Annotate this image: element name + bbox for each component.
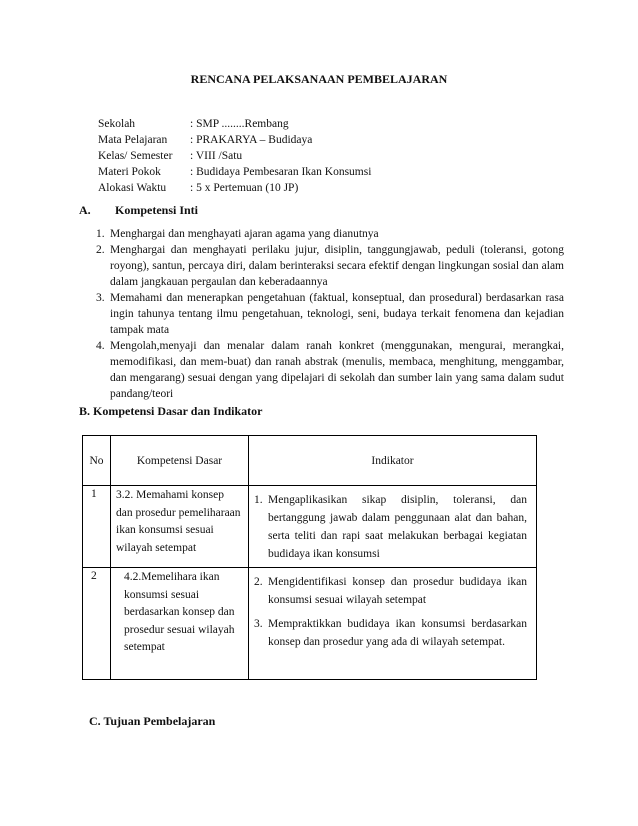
kd-text: 4.2.Memelihara ikan konsumsi sesuai berdasarkan konsep dan prosedur sesuai wilayah setempat [124, 571, 235, 653]
cell-kd [111, 486, 249, 568]
list-item [96, 242, 564, 290]
header-kompetensi-dasar: Kompetensi Dasar [111, 436, 249, 486]
indikator-item [250, 609, 535, 651]
identity-label: Alokasi Waktu [98, 182, 167, 194]
cell-no: 1 [83, 486, 111, 568]
identity-row-school [98, 116, 371, 132]
identity-label: Mata Pelajaran [98, 134, 168, 146]
indikator-text: Mempraktikkan budidaya ikan konsumsi berdasarkan konsep dan prosedur yang ada di wilayah setempat. [268, 618, 527, 648]
identity-label: Materi Pokok [98, 166, 161, 178]
table-row [83, 568, 537, 680]
identity-row-class [98, 148, 371, 164]
section-b-heading: B. Kompetensi Dasar dan Indikator [79, 404, 263, 418]
list-number: 2. [96, 244, 105, 256]
identity-value: : 5 x Pertemuan (10 JP) [190, 182, 299, 194]
identity-value: : Budidaya Pembesaran Ikan Konsumsi [190, 166, 372, 178]
section-c-heading: C. Tujuan Pembelajaran [89, 714, 216, 728]
list-number: 3. [96, 292, 105, 304]
list-number: 1. [96, 228, 105, 240]
indikator-text: Mengaplikasikan sikap disiplin, toleransi, dan bertanggung jawab dalam penggunaan alat dan bahan, serta teliti dan rapi saat melakukan berbagai kegiatan budidaya ikan konsumsi [268, 494, 527, 560]
cell-indikator [249, 486, 537, 568]
kompetensi-inti-list [96, 226, 564, 402]
identity-block [98, 116, 371, 196]
identity-value: : VIII /Satu [190, 150, 243, 162]
list-text: Mengolah,menyaji dan menalar dalam ranah konkret (menggunakan, mengurai, merangkai, memodifikasi, dan mem-buat) dan ranah abstrak (menulis, membaca, menghitung, menggambar, dan mengarang) sesuai dengan yang dipelajari di sekolah dan sumber lain yang sama dalam sudut pandang/teori [110, 340, 564, 400]
table-row [83, 486, 537, 568]
list-text: Menghargai dan menghayati ajaran agama yang dianutnya [110, 228, 379, 240]
identity-row-subject [98, 132, 371, 148]
list-text: Menghargai dan menghayati perilaku jujur, disiplin, tanggungjawab, peduli (toleransi, gotong royong), santun, percaya diri, dalam berinteraksi secara efektif dengan lingkungan sosial dan alam dalam jangkauan pergaulan dan keberadaannya [110, 244, 564, 288]
indikator-item [250, 487, 535, 563]
identity-value: : PRAKARYA – Budidaya [190, 134, 313, 146]
cell-no: 2 [83, 568, 111, 680]
identity-label: Sekolah [98, 118, 136, 130]
document-title: RENCANA PELAKSANAAN PEMBELAJARAN [190, 72, 448, 86]
header-indikator: Indikator [249, 436, 537, 486]
identity-row-time [98, 180, 371, 196]
list-item [96, 338, 564, 402]
indikator-text: Mengidentifikasi konsep dan prosedur budidaya ikan konsumsi sesuai wilayah setempat [268, 576, 527, 606]
kompetensi-dasar-table [82, 435, 537, 680]
list-item [96, 290, 564, 338]
list-number: 4. [96, 340, 105, 352]
indikator-number: 1. [254, 494, 263, 506]
kd-text: 3.2. Memahami konsep dan prosedur pemeliharaan ikan konsumsi sesuai wilayah setempat [116, 489, 241, 554]
list-text: Memahami dan menerapkan pengetahuan (faktual, konseptual, dan prosedural) berdasarkan rasa ingin tahunya tentang ilmu pengetahuan, teknologi, seni, budaya terkait fenomena dan kejadian tampak mata [110, 292, 564, 336]
list-item [96, 226, 564, 242]
cell-kd [111, 568, 249, 680]
identity-label: Kelas/ Semester [98, 150, 173, 162]
header-no: No [83, 436, 111, 486]
table-header-row [83, 436, 537, 486]
indikator-number: 3. [254, 618, 263, 630]
section-a-letter: A. [79, 203, 91, 217]
identity-row-topic [98, 164, 371, 180]
indikator-number: 2. [254, 576, 263, 588]
section-a-heading [79, 203, 198, 218]
section-a-title: Kompetensi Inti [115, 203, 199, 217]
indikator-item [250, 569, 535, 609]
cell-indikator [249, 568, 537, 680]
identity-value: : SMP ........Rembang [190, 118, 289, 130]
